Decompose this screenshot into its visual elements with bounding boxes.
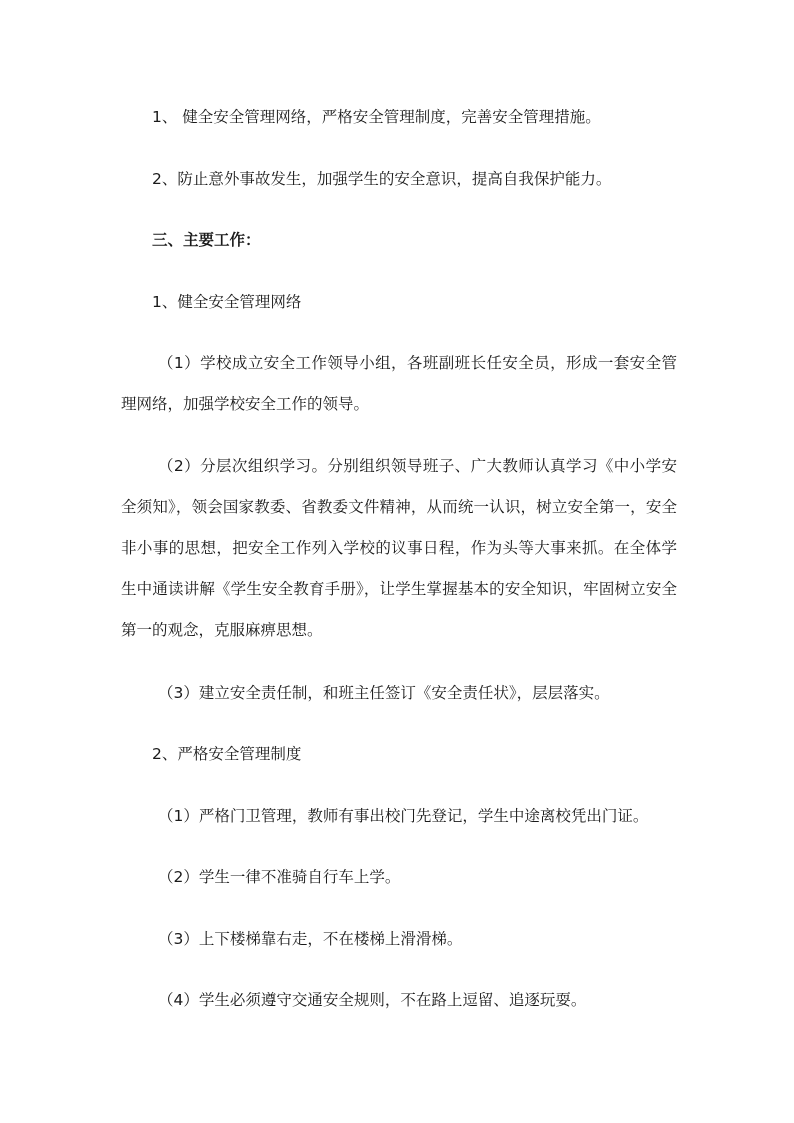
- section-heading: 三、主要工作：: [152, 231, 261, 249]
- subsection-1-item-3: （3）建立安全责任制，和班主任签订《安全责任状》，层层落实。: [158, 684, 610, 702]
- goal-2: 2、防止意外事故发生，加强学生的安全意识，提高自我保护能力。: [152, 170, 612, 188]
- subsection-2-item-4: （4）学生必须遵守交通安全规则，不在路上逗留、追逐玩耍。: [158, 991, 587, 1009]
- goal-1: 1、 健全安全管理网络，严格安全管理制度，完善安全管理措施。: [152, 108, 601, 126]
- subsection-2-title: 2、严格安全管理制度: [152, 745, 302, 763]
- subsection-2-item-3: （3）上下楼梯靠右走，不在楼梯上滑滑梯。: [158, 930, 463, 948]
- subsection-1-item-2: （2）分层次组织学习。分别组织领导班子、广大教师认真学习《中小学安全须知》，领会国家教委、省教委文件精神，从而统一认识，树立安全第一，安全非小事的思想，把安全工作列入学校的议事日程，作为头等大事来抓。在全体学生中通读讲解《学生安全教育手册》，让学生掌握基本的安全知识，牢固树立安全第一的观念，克服麻痹思想。: [121, 457, 677, 639]
- subsection-2-item-1: （1）严格门卫管理，教师有事出校门先登记，学生中途离校凭出门证。: [158, 807, 649, 825]
- subsection-1-title: 1、健全安全管理网络: [152, 293, 302, 311]
- subsection-1-item-1: （1）学校成立安全工作领导小组，各班副班长任安全员，形成一套安全管理网络，加强学校安全工作的领导。: [121, 354, 677, 413]
- subsection-2-item-2: （2）学生一律不准骑自行车上学。: [158, 868, 401, 886]
